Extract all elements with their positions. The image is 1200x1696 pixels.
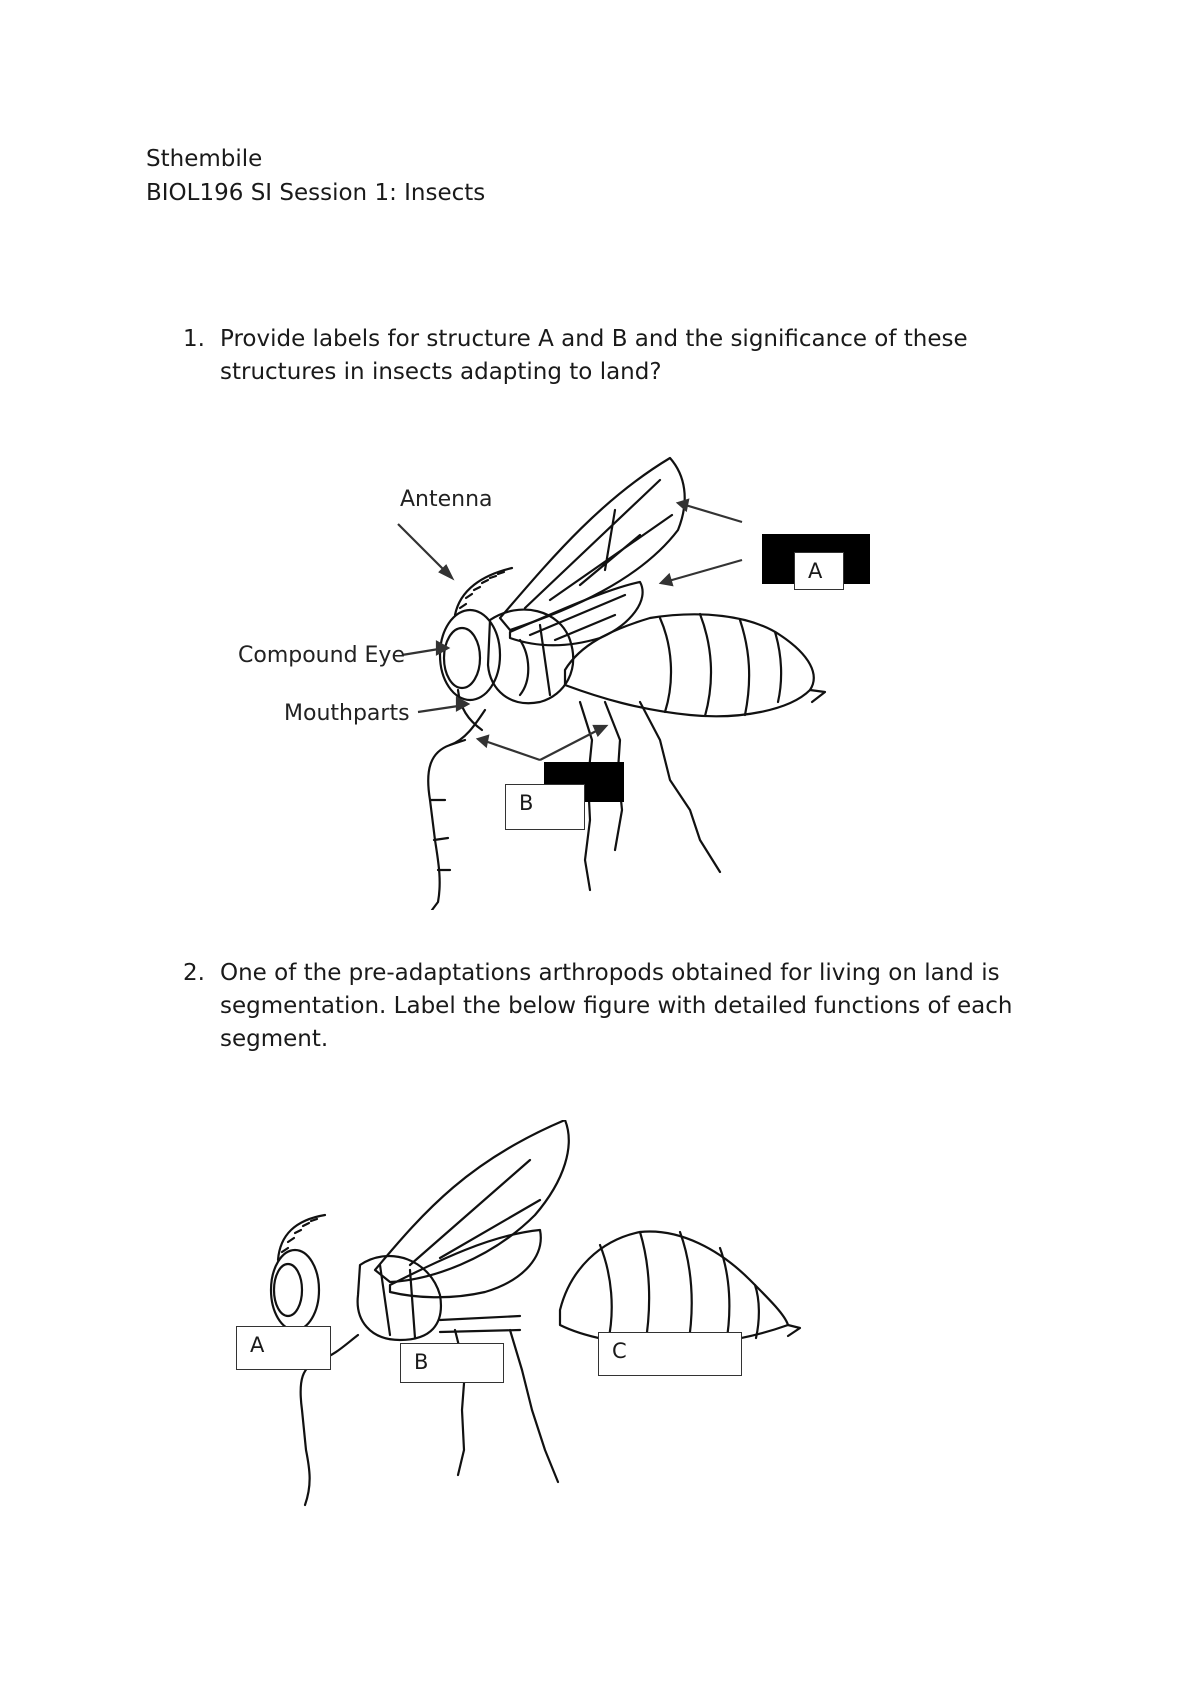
insect-diagram-1 — [220, 440, 900, 910]
answer-box-b-2[interactable]: B — [400, 1343, 504, 1383]
label-antenna: Antenna — [400, 487, 493, 512]
answer-box-a-2[interactable]: A — [236, 1326, 331, 1370]
answer-box-c-2[interactable]: C — [598, 1332, 742, 1376]
question-2-number: 2. — [183, 960, 205, 986]
question-1-number: 1. — [183, 326, 205, 352]
document-title: BIOL196 SI Session 1: Insects — [146, 180, 486, 206]
question-1-text: Provide labels for structure A and B and the significance of these structures in insects adapting to land? — [220, 326, 968, 385]
author-name: Sthembile — [146, 146, 263, 172]
answer-box-b[interactable]: B — [505, 784, 585, 830]
question-2-text: One of the pre-adaptations arthropods obtained for living on land is segmentation. Label the below figure with detailed functions of each segment. — [220, 960, 1013, 1052]
label-mouthparts: Mouthparts — [284, 701, 410, 726]
answer-box-a[interactable]: A — [794, 552, 844, 590]
insect-diagram-2 — [240, 1120, 820, 1520]
label-compound-eye: Compound Eye — [238, 643, 405, 668]
